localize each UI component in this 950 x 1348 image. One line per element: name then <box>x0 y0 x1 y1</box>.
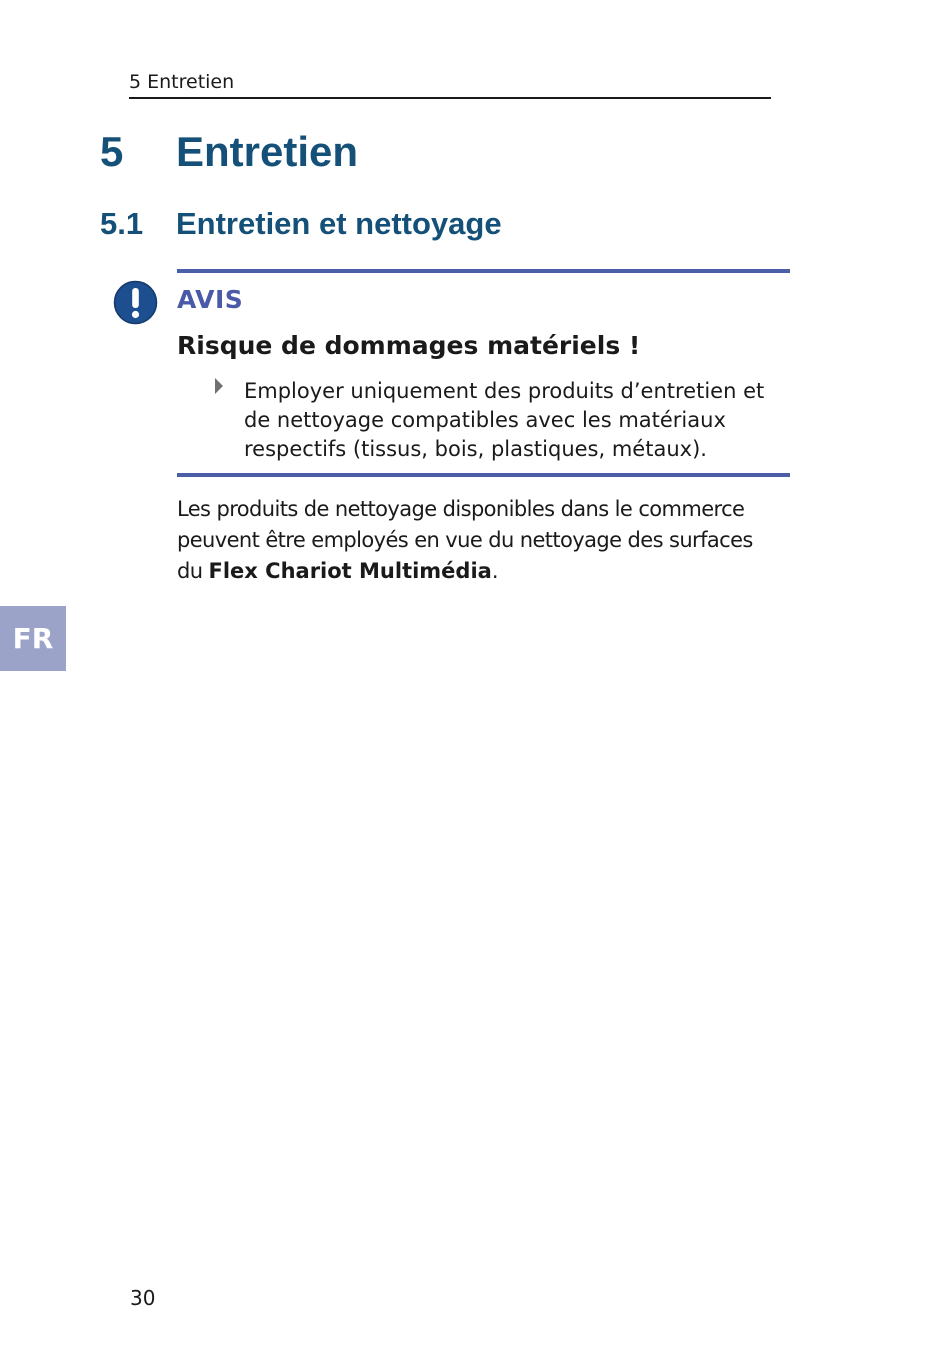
notice-label: AVIS <box>177 285 244 314</box>
chapter-number: 5 <box>100 128 124 175</box>
language-tab: FR <box>0 606 66 671</box>
notice-heading: Risque de dommages matériels ! <box>177 331 641 360</box>
page-number: 30 <box>130 1286 156 1310</box>
exclamation-icon <box>113 280 158 325</box>
running-header: 5 Entretien <box>129 70 771 99</box>
body-text: Les produits de nettoyage disponibles dans le commerce peuvent être employés en vue du nettoyage des surfaces du <box>177 497 753 583</box>
product-name: Flex Chariot Multimédia <box>208 559 492 583</box>
body-end: . <box>491 559 498 583</box>
section-title: Entretien et nettoyage <box>176 206 502 241</box>
section-number: 5.1 <box>100 206 144 241</box>
notice-bottom-rule <box>177 473 790 477</box>
notice-top-rule <box>177 269 790 273</box>
bullet-arrow-icon <box>215 378 223 394</box>
notice-bullet-text: Employer uniquement des produits d’entretien et de nettoyage compatibles avec les matériaux respectifs (tissus, bois, plastiques, métaux). <box>244 379 765 461</box>
chapter-title: Entretien <box>176 128 359 175</box>
body-paragraph <box>177 494 777 587</box>
